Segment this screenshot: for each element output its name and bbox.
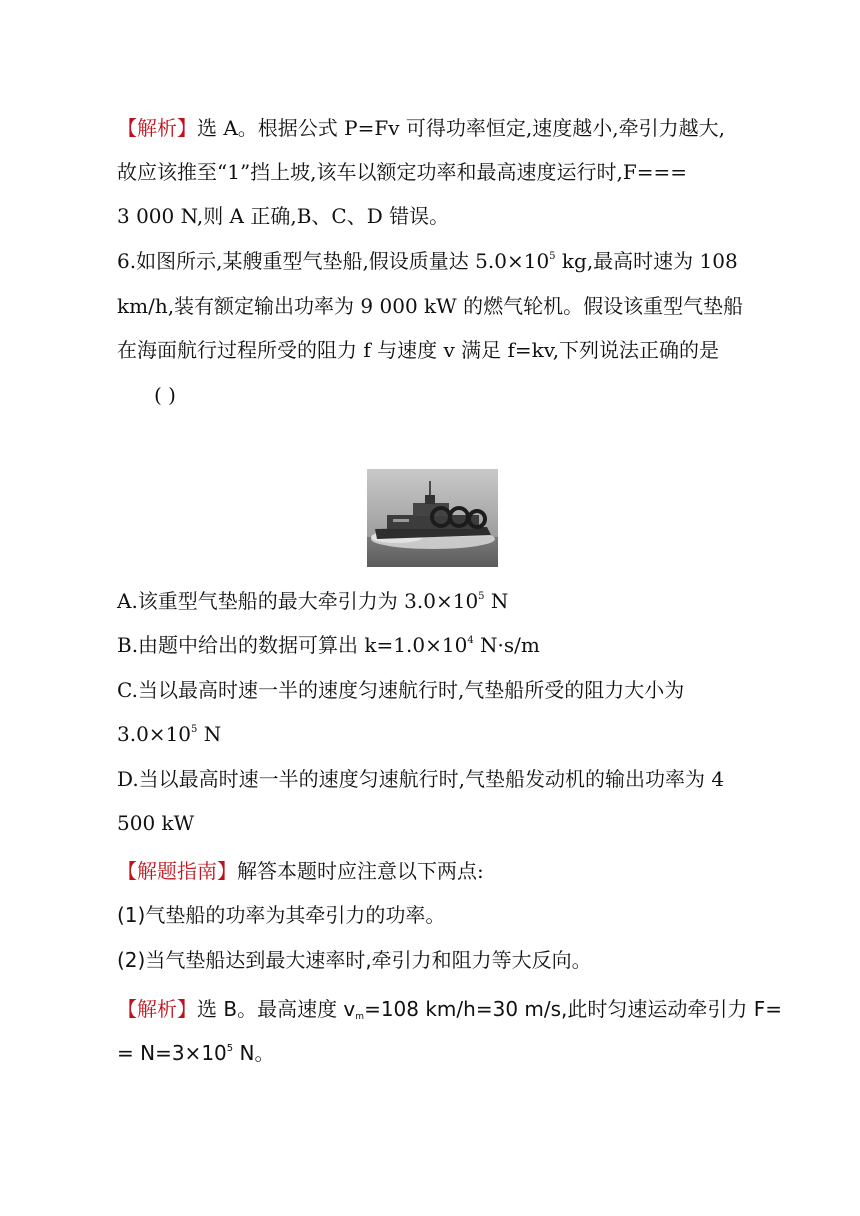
analysis-2-line-1: 【解析】选 B。最高速度 $v_m=108$ km/h=30 m/s,此时匀速运动牵引力 F= [117, 997, 783, 1022]
exponent: 4 [467, 635, 474, 646]
question-6-line-3: 在海面航行过程所受的阻力 f 与速度 v 满足 f=kv,下列说法正确的是 [117, 338, 720, 362]
option-d-line-1: D.当以最高时速一半的速度匀速航行时,气垫船发动机的输出功率为 4 [117, 767, 725, 791]
exponent: 5 [549, 251, 556, 262]
subscript: m [355, 1012, 365, 1022]
option-b: B.由题中给出的数据可算出 $k=1.0\times 10^4$ N·s/m [117, 633, 540, 657]
option-a: A.该重型气垫船的最大牵引力为 $3.0\times 10^5$ N [117, 589, 509, 613]
option-d-line-2: 500 kW [117, 811, 195, 835]
guide-point-2: (2)当气垫船达到最大速率时,牵引力和阻力等大反向。 [117, 948, 592, 972]
analysis-1-line-2: 故应该推至“1”挡上坡,该车以额定功率和最高速度运行时,F=== [117, 160, 688, 184]
exponent: 5 [191, 724, 198, 735]
analysis-tag: 【解析】 [117, 997, 197, 1021]
question-6-line-2: km/h,装有额定输出功率为 9 000 kW 的燃气轮机。假设该重型气垫船 [117, 294, 744, 318]
exponent: 5 [226, 1043, 234, 1054]
guide-point-1: (1)气垫船的功率为其牵引力的功率。 [117, 903, 446, 927]
guide-tag: 【解题指南】 [117, 859, 237, 883]
analysis-2-line-2: = $N=3\times 10^5$ N。 [117, 1041, 275, 1065]
option-c-line-1: C.当以最高时速一半的速度匀速航行时,气垫船所受的阻力大小为 [117, 678, 685, 702]
option-c-line-2: $3.0\times 10^5$ N [117, 722, 222, 746]
answer-blank: ( ) [154, 383, 176, 407]
analysis-text: 选 A。根据公式 P=Fv 可得功率恒定,速度越小,牵引力越大, [197, 116, 725, 140]
analysis-tag: 【解析】 [117, 116, 197, 140]
hovercraft-photo [367, 469, 498, 567]
analysis-1-line-3: 3 000 N,则 A 正确,B、C、D 错误。 [117, 204, 450, 228]
guide-heading: 【解题指南】解答本题时应注意以下两点: [117, 859, 484, 883]
analysis-1-line-1 [117, 115, 725, 141]
exponent: 5 [478, 591, 485, 602]
question-6-line-1: 6.如图所示,某艘重型气垫船,假设质量达 $5.0\times 10^5$ kg,最高时速为 108 [117, 249, 738, 273]
